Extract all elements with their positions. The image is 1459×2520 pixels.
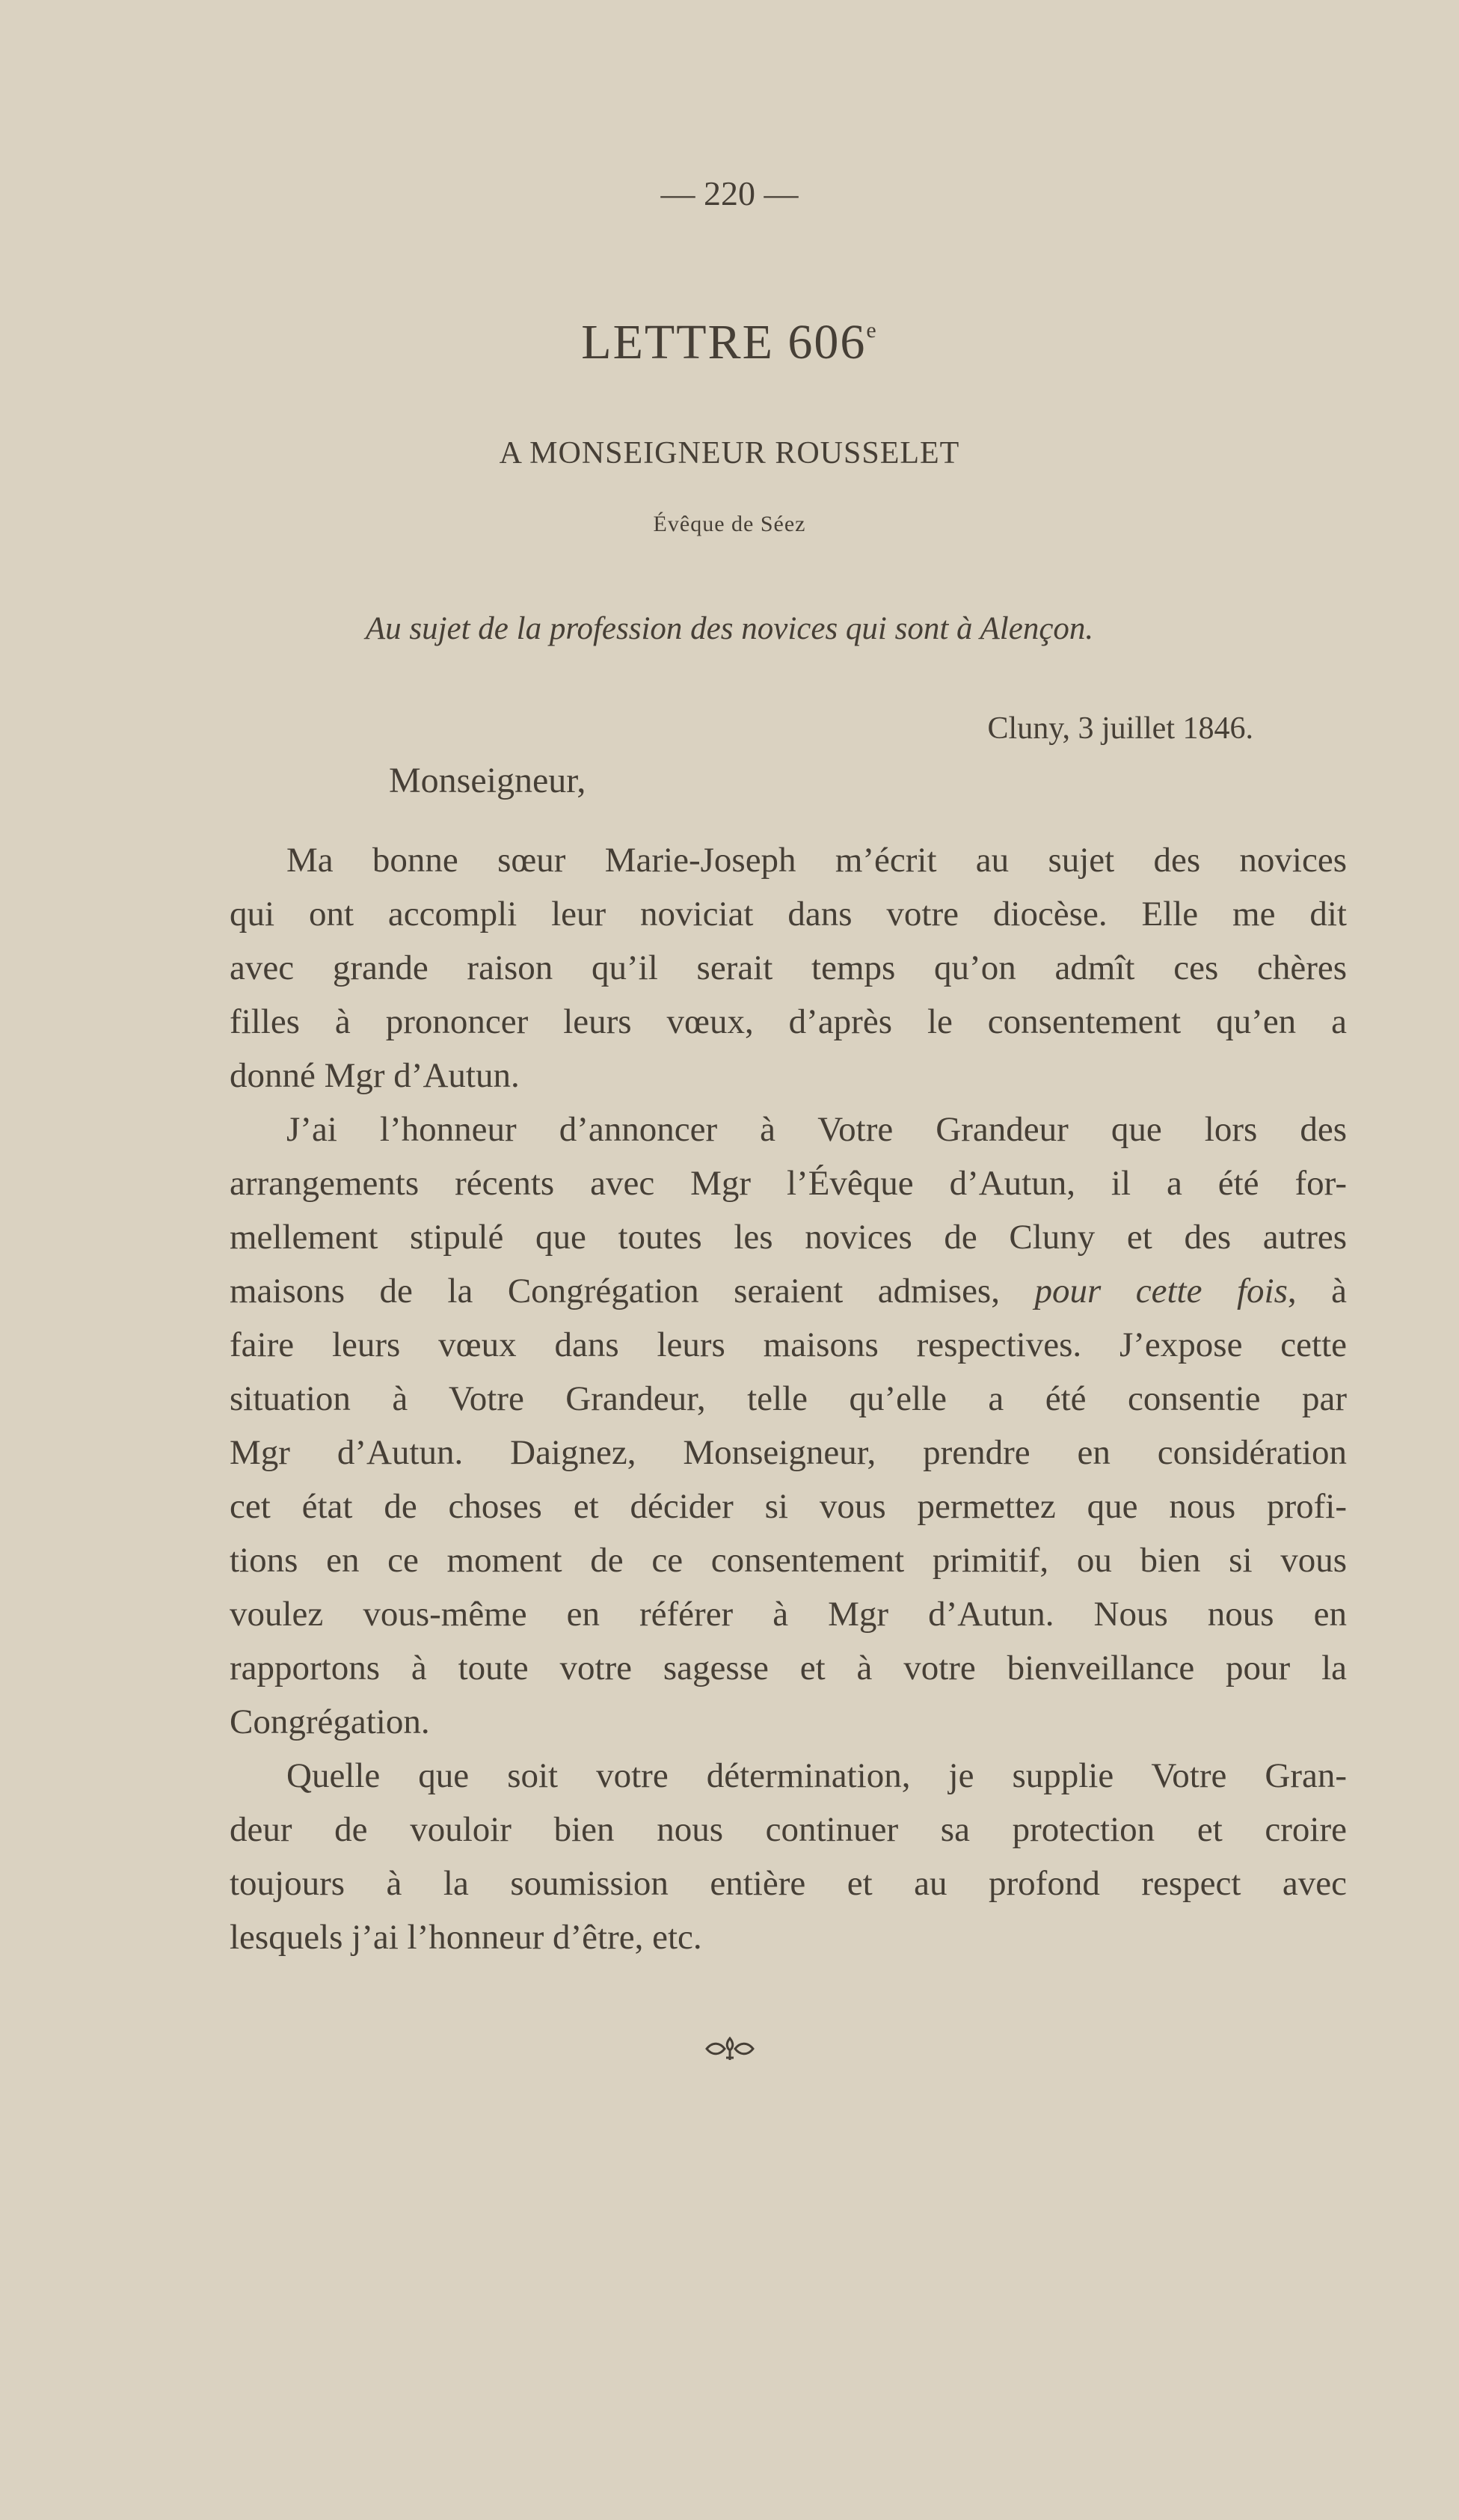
emphasis-text: pour cette fois xyxy=(1034,1272,1288,1310)
salutation: Monseigneur, xyxy=(389,761,586,800)
text-line: Mgr d’Autun. Daignez, Monseigneur, prendre en considération xyxy=(230,1433,1347,1472)
ornament-fleuron-icon xyxy=(0,2035,1459,2070)
text-segment: , à xyxy=(1287,1272,1347,1310)
letter-body xyxy=(230,833,1347,1964)
letter-title-superscript: e xyxy=(866,318,878,343)
text-line: qui ont accompli leur noviciat dans votre diocèse. Elle me dit xyxy=(230,895,1347,933)
text-line: situation à Votre Grandeur, telle qu’elle a été consentie par xyxy=(230,1379,1347,1418)
recipient-role: Évêque de Séez xyxy=(653,512,806,536)
text-line: lesquels j’ai l’honneur d’être, etc. xyxy=(230,1918,702,1957)
letter-title-text: LETTRE 606 xyxy=(581,315,867,370)
recipient-heading: A MONSEIGNEUR ROUSSELET xyxy=(499,436,960,470)
text-line: voulez vous-même en référer à Mgr d’Autun. Nous nous en xyxy=(230,1595,1347,1634)
text-line: arrangements récents avec Mgr l’Évêque d’Autun, il a été for- xyxy=(230,1164,1347,1203)
text-line: J’ai l’honneur d’annoncer à Votre Grandeur que lors des xyxy=(286,1110,1347,1149)
text-line xyxy=(230,1264,1347,1318)
text-line: avec grande raison qu’il serait temps qu’on admît ces chères xyxy=(230,948,1347,987)
text-line: cet état de choses et décider si vous permettez que nous profi- xyxy=(230,1487,1347,1526)
text-line: Quelle que soit votre détermination, je supplie Votre Gran- xyxy=(286,1756,1347,1795)
page-number: — 220 — xyxy=(660,174,799,212)
fleuron-icon xyxy=(704,2035,756,2062)
text-line: filles à prononcer leurs vœux, d’après le consentement qu’en a xyxy=(230,1002,1347,1041)
text-line: donné Mgr d’Autun. xyxy=(230,1056,520,1095)
letter-subject: Au sujet de la profession des novices qui sont à Alençon. xyxy=(365,611,1094,646)
text-line: toujours à la soumission entière et au profond respect avec xyxy=(230,1864,1347,1903)
text-segment: maisons de la Congrégation seraient admises, xyxy=(230,1272,1035,1310)
text-line: Ma bonne sœur Marie-Joseph m’écrit au sujet des novices xyxy=(286,841,1347,880)
letter-title xyxy=(0,314,1459,371)
letter-date: Cluny, 3 juillet 1846. xyxy=(987,711,1253,746)
text-line: mellement stipulé que toutes les novices de Cluny et des autres xyxy=(230,1218,1347,1257)
text-line: rapportons à toute votre sagesse et à votre bienveillance pour la xyxy=(230,1649,1347,1687)
text-line: Congrégation. xyxy=(230,1702,430,1741)
text-line: deur de vouloir bien nous continuer sa protection et croire xyxy=(230,1810,1347,1849)
text-line: tions en ce moment de ce consentement primitif, ou bien si vous xyxy=(230,1541,1347,1580)
text-line: faire leurs vœux dans leurs maisons respectives. J’expose cette xyxy=(230,1325,1347,1364)
